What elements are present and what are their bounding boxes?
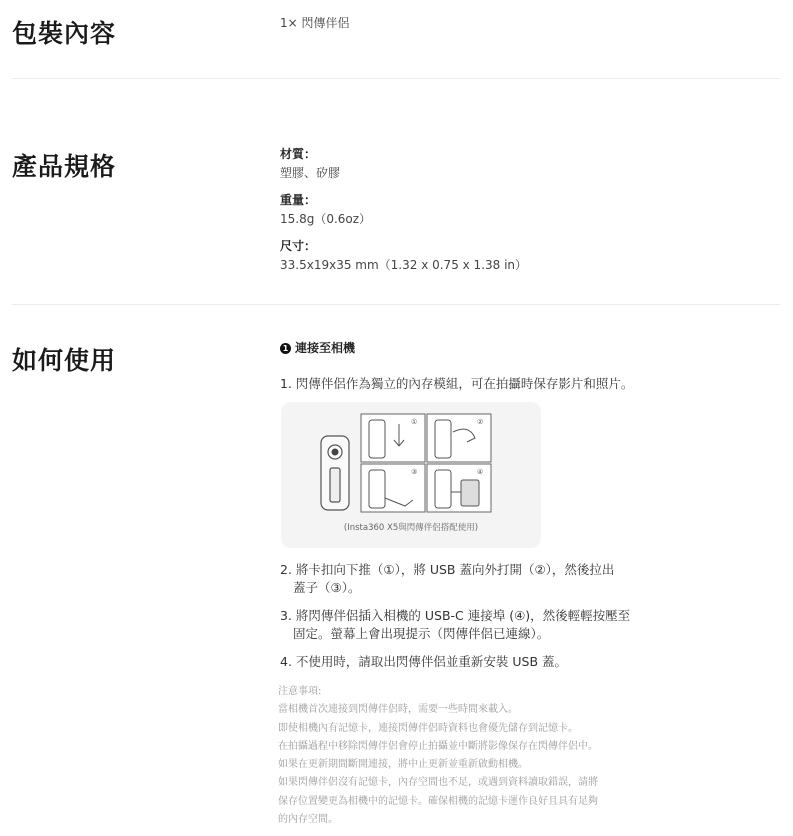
size-value: 33.5x19x35 mm（1.32 x 0.75 x 1.38 in）: [280, 258, 528, 272]
note-line: 如果在更新期間斷開連接，將中止更新並重新啟動相機。: [278, 759, 528, 771]
notes-heading: 注意事項:: [278, 686, 322, 697]
material-label: 材質：: [280, 147, 317, 161]
size-label: 尺寸：: [280, 239, 317, 253]
weight-label: 重量：: [280, 193, 317, 207]
note-line: 即使相機內有記憶卡，連接閃傳伴侶時資料也會優先儲存到記憶卡。: [278, 722, 578, 734]
connect-heading-text: 連接至相機: [295, 341, 356, 355]
step-2-line-2: 蓋子（③）。: [293, 580, 361, 595]
note-line: 如果閃傳伴侶沒有記憶卡，內存空間也不足，或遇到資料讀取錯誤，請將: [278, 777, 598, 789]
step-marker-4: ④: [477, 468, 484, 476]
step-number-badge: 1: [280, 343, 291, 354]
package-item: 1× 閃傳伴侶: [280, 16, 350, 30]
note-line: 的內存空間。: [278, 814, 338, 826]
connection-illustration: [281, 402, 541, 548]
camera-icon: [321, 436, 349, 510]
note-line: 保存位置變更為相機中的記憶卡。確保相機的記憶卡運作良好且具有足夠: [278, 795, 598, 807]
material-value: 塑膠、矽膠: [280, 166, 341, 180]
step-marker-1: ①: [411, 418, 418, 426]
step-3-line-2: 固定。螢幕上會出現提示（閃傳伴侶已連線）。: [293, 626, 550, 641]
product-specs-title: 產品規格: [12, 152, 117, 181]
step-4: 4. 不使用時，請取出閃傳伴侶並重新安裝 USB 蓋。: [280, 654, 568, 669]
how-to-use-title: 如何使用: [12, 346, 117, 375]
step-3-line-1: 3. 將閃傳伴侶插入相機的 USB-C 連接埠 (④)，然後輕輕按壓至: [280, 608, 631, 623]
step-1: 1. 閃傳伴侶作為獨立的內存模組，可在拍攝時保存影片和照片。: [280, 376, 634, 391]
section-divider: [12, 304, 780, 305]
weight-value: 15.8g（0.6oz）: [280, 212, 372, 226]
step-marker-3: ③: [411, 468, 418, 476]
note-line: 在拍攝過程中移除閃傳伴侶會停止拍攝並中斷將影像保存在閃傳伴侶中。: [278, 740, 598, 752]
step-marker-2: ②: [477, 418, 484, 426]
step-2-line-1: 2. 將卡扣向下推（①），將 USB 蓋向外打開（②），然後拉出: [280, 562, 615, 577]
connect-heading: [280, 339, 355, 356]
section-divider: [12, 78, 780, 79]
package-contents-title: 包裝內容: [12, 19, 117, 48]
illustration-caption: (Insta360 X5與閃傳伴侶搭配使用): [343, 523, 479, 533]
notes-block: [278, 683, 598, 829]
note-line: 當相機首次連接到閃傳伴侶時，需要一些時間來載入。: [278, 704, 518, 716]
